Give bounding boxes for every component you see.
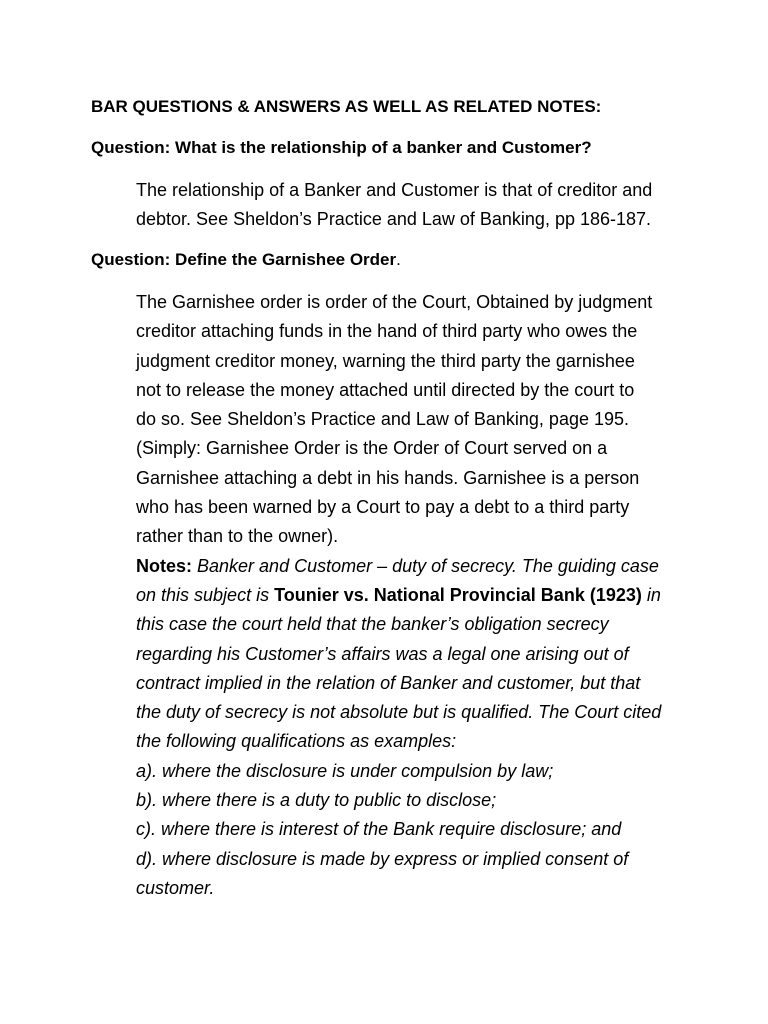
- notes-line: regarding his Customer’s affairs was a legal one arising out of: [136, 643, 629, 664]
- question-2-period: .: [396, 250, 401, 269]
- answer-2-line: (Simply: Garnishee Order is the Order of Court served on a: [136, 438, 608, 459]
- answer-1-line: debtor. See Sheldon’s Practice and Law of Banking, pp 186-187.: [136, 209, 652, 230]
- qualification-item: b). where there is a duty to public to disclose;: [136, 790, 497, 811]
- question-2: [91, 250, 401, 270]
- answer-2-line: who has been warned by a Court to pay a debt to a third party: [136, 497, 630, 518]
- qualification-item: c). where there is interest of the Bank require disclosure; and: [136, 819, 622, 840]
- answer-2: [136, 288, 676, 903]
- answer-2-line: creditor attaching funds in the hand of third party who owes the: [136, 321, 638, 342]
- notes-line: contract implied in the relation of Banker and customer, but that: [136, 672, 641, 693]
- question-1-text: Question: What is the relationship of a banker and Customer?: [91, 138, 592, 157]
- answer-2-line: do so. See Sheldon’s Practice and Law of Banking, page 195.: [136, 409, 630, 430]
- question-2-text: Question: Define the Garnishee Order: [91, 250, 397, 269]
- notes-line: the duty of secrecy is not absolute but is qualified. The Court cited: [136, 702, 662, 723]
- notes-line: the following qualifications as examples:: [136, 731, 457, 752]
- notes-label: Notes:: [136, 555, 193, 576]
- case-name: Tounier vs. National Provincial Bank (1923): [274, 584, 642, 605]
- notes-intro: Banker and Customer – duty of secrecy. The guiding case: [192, 555, 659, 576]
- notes-line: this case the court held that the banker’s obligation secrecy: [136, 614, 609, 635]
- question-1: [91, 138, 592, 158]
- qualification-item: a). where the disclosure is under compulsion by law;: [136, 760, 554, 781]
- notes-line2-start: on this subject is: [136, 584, 275, 605]
- answer-1-line: The relationship of a Banker and Customer is that of creditor and: [136, 180, 653, 200]
- notes-line2-end: in: [641, 584, 661, 605]
- answer-2-line: judgment creditor money, warning the third party the garnishee: [136, 350, 635, 371]
- qualification-item: customer.: [136, 877, 215, 898]
- qualification-item: d). where disclosure is made by express or implied consent of: [136, 848, 629, 869]
- answer-2-line: Garnishee attaching a debt in his hands. Garnishee is a person: [136, 467, 640, 488]
- answer-2-line: The Garnishee order is order of the Court, Obtained by judgment: [136, 292, 653, 312]
- notes-line: [136, 552, 676, 581]
- answer-2-line: rather than to the owner).: [136, 526, 339, 547]
- answer-2-line: not to release the money attached until directed by the court to: [136, 379, 635, 400]
- notes-line: [136, 581, 676, 610]
- document-heading: BAR QUESTIONS & ANSWERS AS WELL AS RELATED NOTES:: [91, 97, 602, 116]
- answer-1: [136, 176, 676, 235]
